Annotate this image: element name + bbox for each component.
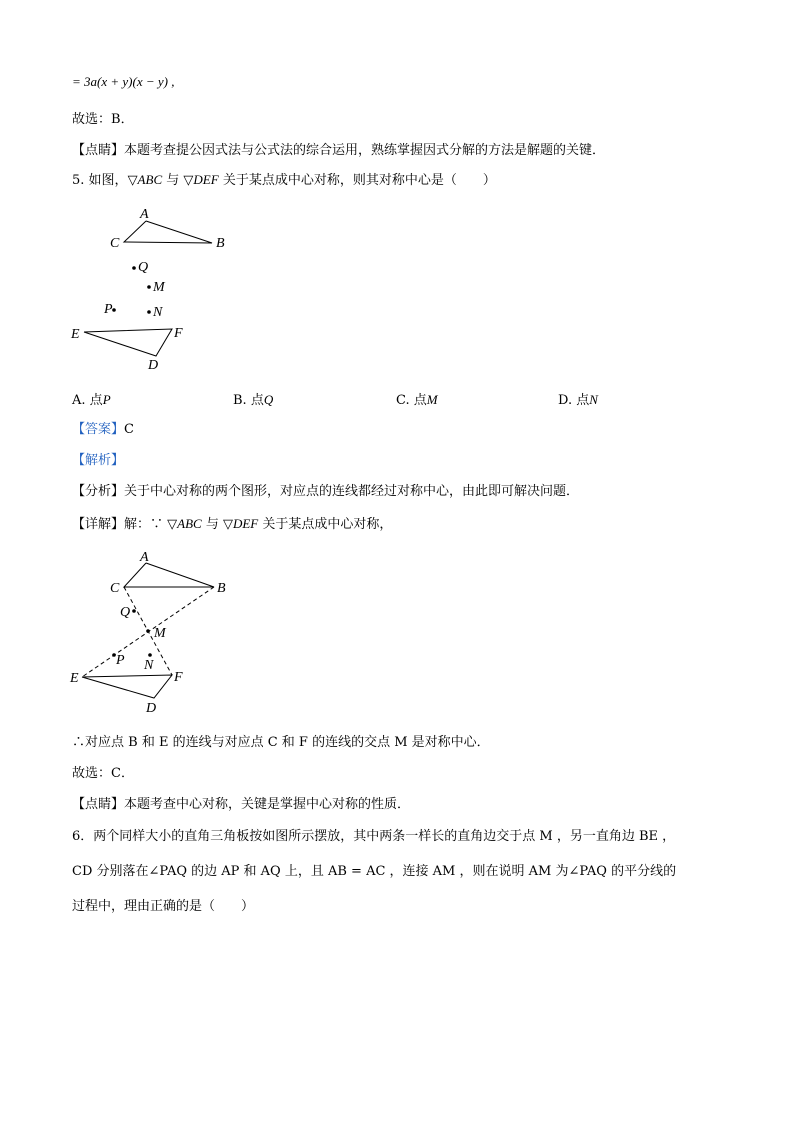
q5-fenxi-line: 【分析】关于中心对称的两个图形，对应点的连线都经过对称中心，由此即可解决问题． — [72, 484, 580, 499]
q6-line-2: CD 分别落在∠PAQ 的边 AP 和 AQ 上，且 AB = AC ，连接 AM ，则在说明 AM 为∠PAQ 的平分线的 — [72, 864, 677, 879]
solution-point-m-dot — [146, 629, 150, 633]
option-c[interactable]: C. 点M — [396, 392, 438, 408]
label-e: E — [71, 327, 80, 342]
point-q-dot — [132, 266, 136, 270]
solution-label-c: C — [110, 581, 120, 596]
analysis-tag: 【解析】 — [72, 453, 125, 468]
solution-point-q-dot — [132, 609, 136, 613]
triangle-def — [84, 329, 172, 356]
solution-label-d: D — [146, 701, 157, 716]
fenxi-tag: 【分析】 — [72, 484, 125, 499]
solution-point-n-dot — [148, 653, 152, 657]
solution-label-m: M — [154, 626, 166, 641]
option-d[interactable]: D. 点N — [558, 392, 598, 408]
option-b[interactable]: B. 点Q — [233, 392, 274, 408]
solution-label-b: B — [217, 581, 226, 596]
q4-answer-line: 故选：B． — [72, 112, 134, 127]
q5-figure — [60, 200, 250, 380]
q5-choice-line: 故选：C． — [72, 766, 134, 781]
point-m-dot — [147, 285, 151, 289]
solution-label-q: Q — [120, 605, 131, 620]
q4-comment-tag: 【点睛】 — [72, 143, 125, 158]
solution-label-a: A — [140, 550, 149, 565]
formula-line: = 3a(x + y)(x − y) , — [72, 74, 175, 89]
q5-conclusion: ∴对应点 B 和 E 的连线与对应点 C 和 F 的连线的交点 M 是对称中心． — [72, 735, 490, 750]
label-p: P — [104, 302, 113, 317]
label-b: B — [216, 236, 225, 251]
q6-line-3: 过程中，理由正确的是（ ） — [72, 899, 255, 914]
q5-detail-line: 【详解】解：∵ ▽ABC 与 ▽DEF 关于某点成中心对称， — [72, 516, 393, 532]
label-n: N — [153, 305, 163, 320]
label-m: M — [153, 280, 165, 295]
label-a: A — [140, 207, 149, 222]
q5-comment-tag: 【点睛】 — [72, 797, 125, 812]
option-a[interactable]: A. 点P — [72, 392, 111, 408]
point-p-dot — [112, 308, 116, 312]
triangle-abc — [124, 221, 212, 243]
solution-label-f: F — [174, 670, 183, 685]
q5-answer-line: 【答案】C — [72, 422, 134, 437]
q5-comment-line: 【点睛】本题考查中心对称，关键是掌握中心对称的性质． — [72, 797, 411, 812]
solution-triangle-def — [82, 675, 172, 698]
q4-comment-line: 【点睛】本题考查提公因式法与公式法的综合运用，熟练掌握因式分解的方法是解题的关键． — [72, 143, 606, 158]
solution-label-n: N — [144, 658, 154, 673]
label-d: D — [148, 358, 159, 373]
answer-tag: 【答案】 — [72, 422, 125, 437]
solution-triangle-abc — [124, 563, 214, 587]
q5-analysis-line — [72, 451, 124, 471]
q5-stem: 5. 如图，▽ABC 与 ▽DEF 关于某点成中心对称，则其对称中心是（ ） — [72, 172, 496, 188]
solution-label-e: E — [70, 671, 79, 686]
label-f: F — [174, 326, 183, 341]
point-n-dot — [147, 310, 151, 314]
solution-label-p: P — [116, 653, 125, 668]
q5-solution-figure — [60, 545, 250, 720]
detail-tag: 【详解】 — [72, 517, 125, 532]
label-c: C — [110, 236, 120, 251]
q6-line-1: 6．两个同样大小的直角三角板按如图所示摆放，其中两条一样长的直角边交于点 M ，另一直角边 BE ， — [72, 829, 676, 844]
label-q: Q — [138, 260, 149, 275]
